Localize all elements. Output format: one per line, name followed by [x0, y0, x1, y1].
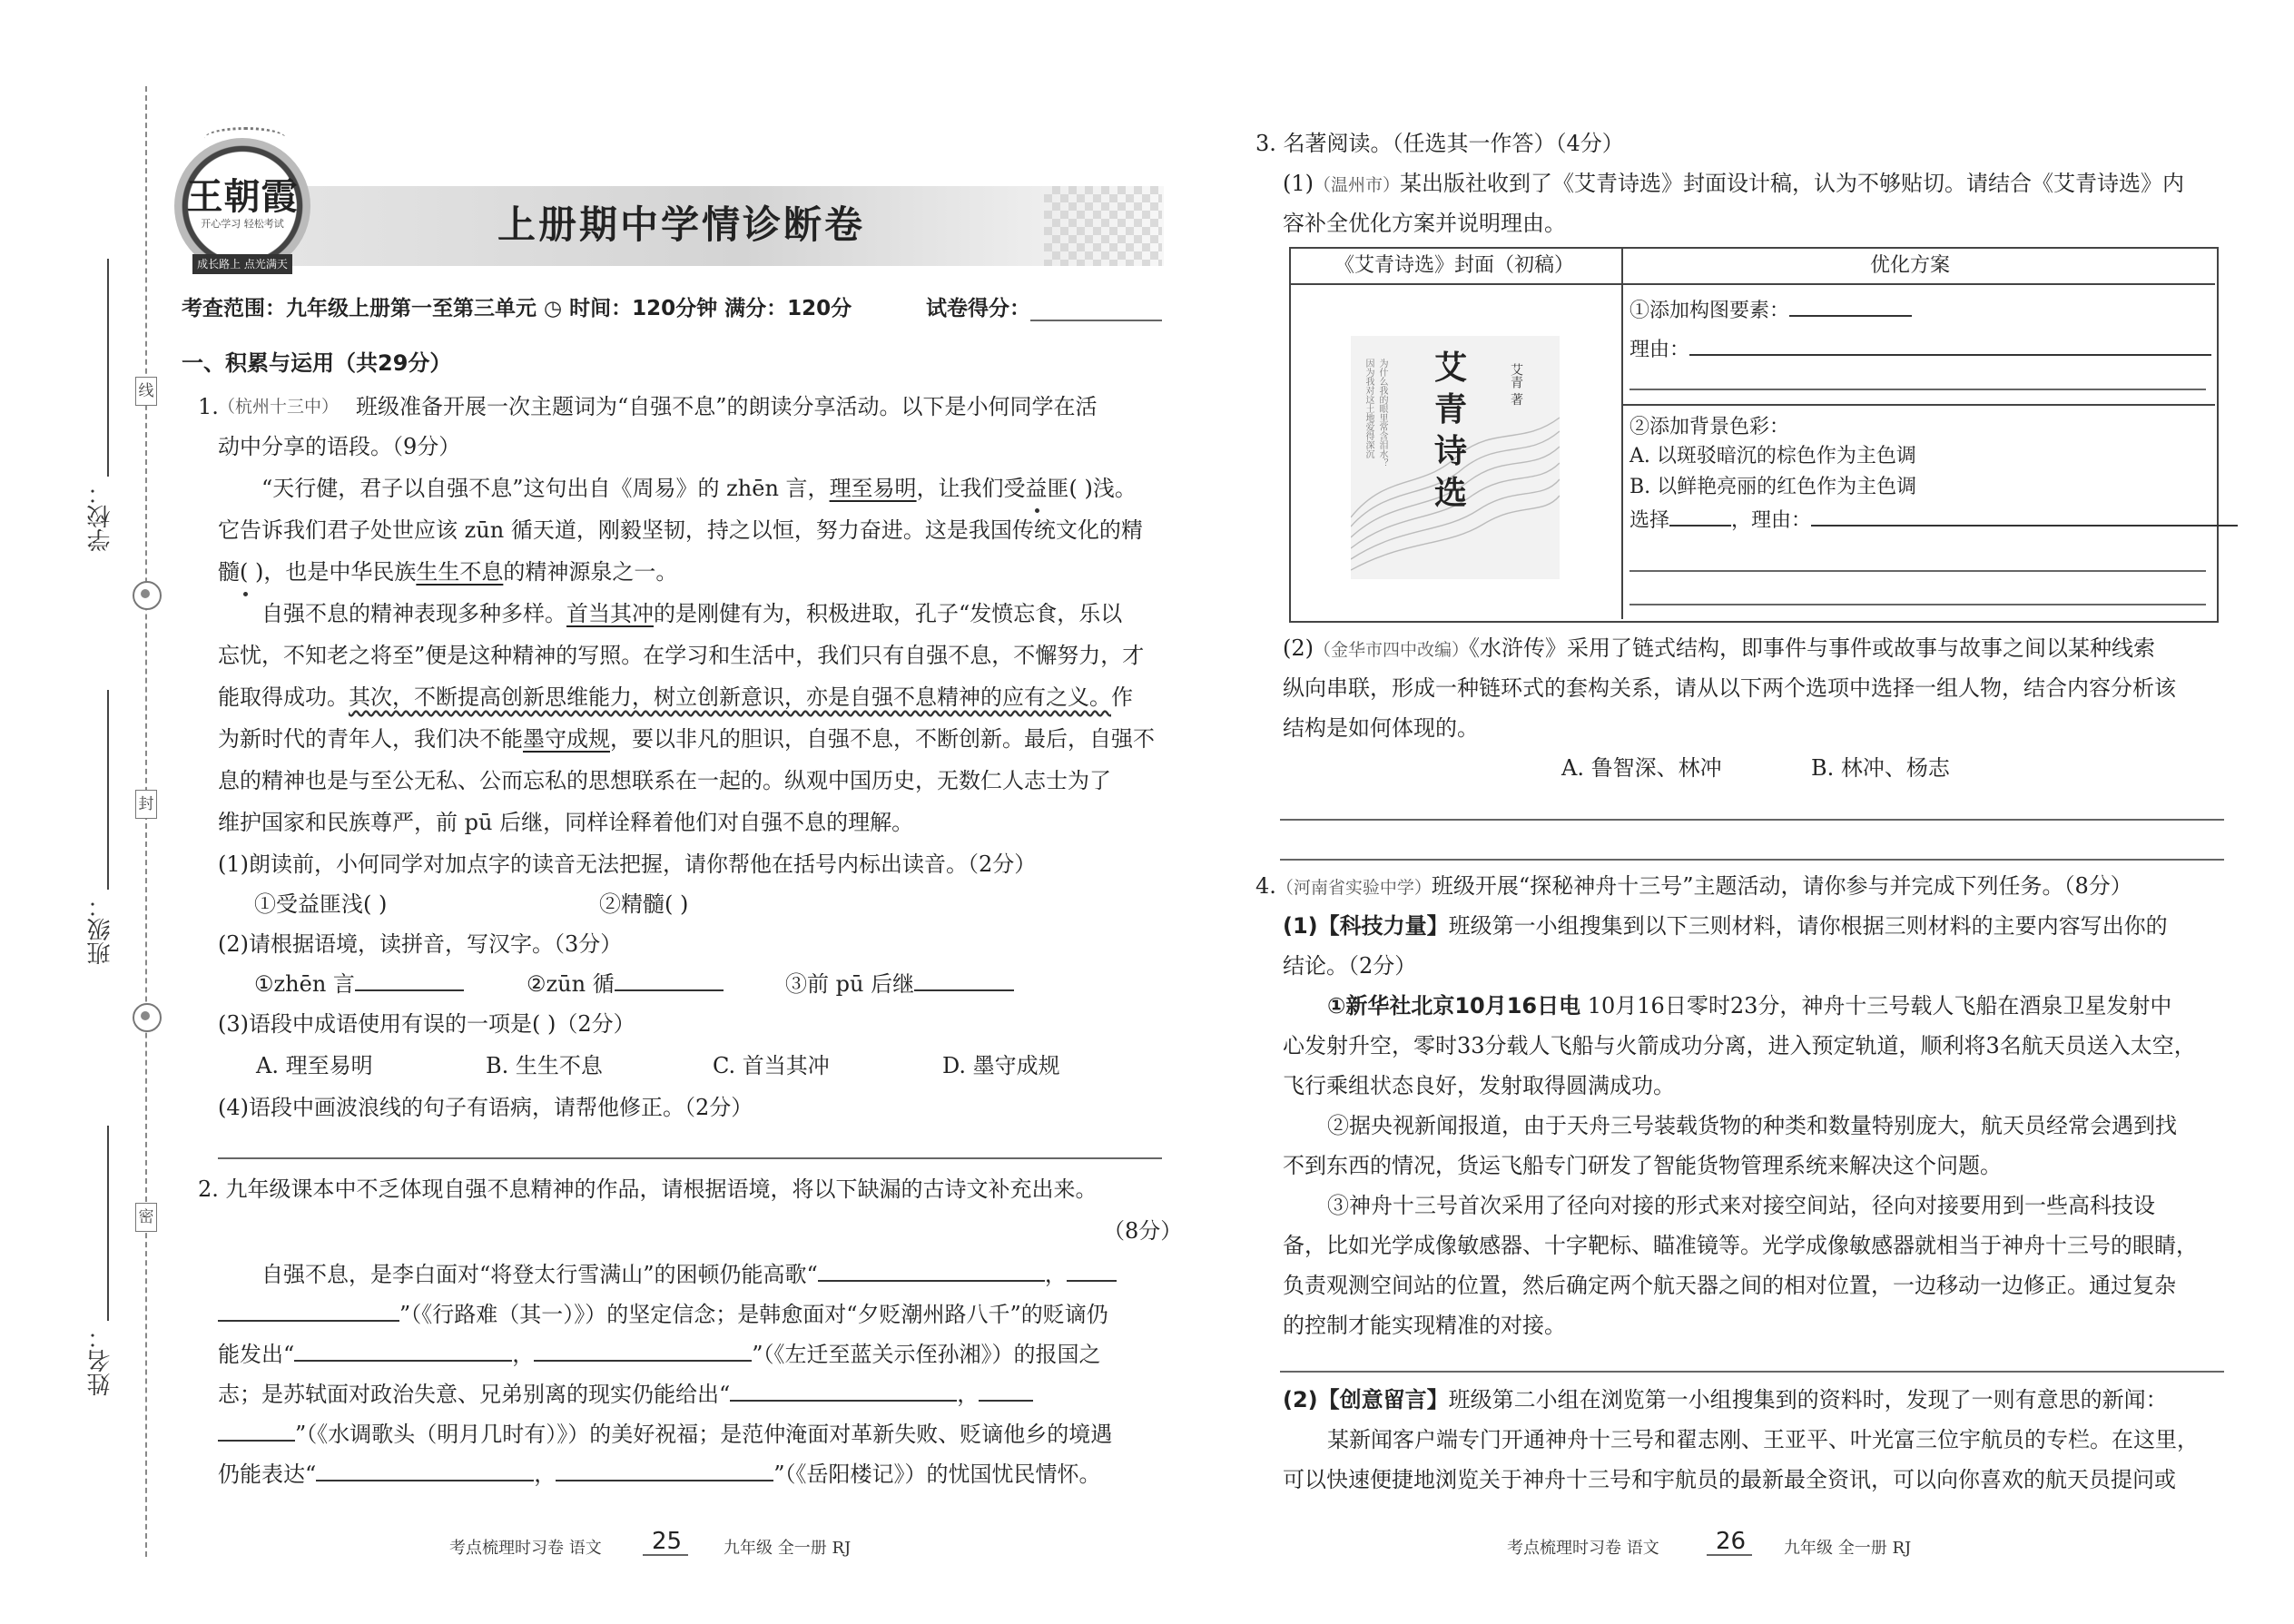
- q1-sub2: (2)请根据语境，读拼音，写汉字。（3分）: [218, 931, 623, 957]
- material-3-cont: 的控制才能实现精准的对接。: [1283, 1313, 1566, 1338]
- poem-line: ”（《水调歌头（明月几时有）》）的美好祝福；是范仲淹面对革新失败、贬谪他乡的境遇: [218, 1420, 1112, 1449]
- name-line: [107, 1126, 109, 1321]
- cover-title: 艾青诗选: [1433, 349, 1467, 512]
- passage-line: 髓( )，也是中华民族生生不息的精神源泉之一。: [218, 559, 678, 585]
- plan-option-b[interactable]: B. 以鲜艳亮丽的红色作为主色调: [1629, 476, 1917, 498]
- q3-sub1: (1)（温州市）某出版社收到了《艾青诗选》封面设计稿，认为不够贴切。请结合《艾青诗选》内: [1283, 171, 2185, 196]
- poem-blank[interactable]: [218, 1300, 399, 1322]
- brand-slogan: 开心学习 轻松考试: [201, 218, 284, 230]
- answer-line[interactable]: [1280, 1371, 2224, 1373]
- passage-line: 为新时代的青年人，我们决不能墨守成规，要以非凡的胆识，自强不息，不断创新。最后，自强不: [218, 726, 1155, 752]
- poem-blank[interactable]: [556, 1460, 773, 1481]
- passage-line: 能取得成功。其次，不断提高创新思维能力，树立创新意识，亦是自强不息精神的应有之义。作: [218, 684, 1133, 710]
- material-2: ②据央视新闻报道，由于天舟三号装载货物的种类和数量特别庞大，航天员经常会遇到找: [1327, 1113, 2177, 1138]
- passage-line: 忘忧，不知老之将至”便是这种精神的写照。在学习和生活中，我们只有自强不息，不懈努力，才: [218, 643, 1145, 668]
- cover-author: 艾青 著: [1509, 363, 1523, 406]
- option-b[interactable]: B. 林冲、杨志: [1811, 755, 1950, 781]
- answer-blank[interactable]: [914, 969, 1014, 991]
- plan-option-a[interactable]: A. 以斑驳暗沉的棕色作为主色调: [1629, 445, 1916, 468]
- q1-sub4: (4)语段中画波浪线的句子有语病，请帮他修正。（2分）: [218, 1095, 753, 1120]
- answer-blank[interactable]: [355, 969, 464, 991]
- binding-hole-icon: [133, 1003, 162, 1032]
- name-label: 姓名：: [87, 1325, 114, 1396]
- plan-item-1: ①添加构图要素：: [1629, 295, 1912, 325]
- score-blank[interactable]: [1030, 320, 1162, 321]
- q3-sub2-cont: 纵向串联，形成一种链环式的套构关系，请从以下两个选项中选择一组人物，结合内容分析该: [1283, 675, 2176, 701]
- table-header-cover: 《艾青诗选》封面（初稿）: [1334, 254, 1575, 277]
- answer-line[interactable]: [1629, 570, 2206, 572]
- page-number: 26: [1716, 1528, 1747, 1555]
- poem-line: 自强不息，是李白面对“将登太行雪满山”的困顿仍能高歌“ ，: [261, 1260, 1117, 1289]
- emphasis-dot: [243, 592, 248, 596]
- table-divider: [1621, 247, 1623, 619]
- material-3-cont: 负责观测空间站的位置，然后确定两个航天器之间的相对位置，一边移动一边修正。通过复杂: [1283, 1273, 2176, 1298]
- passage-line: 维护国家和民族尊严，前 pū 后继，同样诠释着他们对自强不息的理解。: [218, 810, 914, 835]
- binding-cut-line: [145, 86, 147, 1557]
- emphasis-dot: [1035, 508, 1039, 513]
- page-number: 25: [652, 1528, 683, 1555]
- option-d[interactable]: D. 墨守成规: [942, 1053, 1060, 1078]
- poem-blank[interactable]: [294, 1340, 512, 1362]
- passage-line: “天行健，君子以自强不息”这句出自《周易》的 zhēn 言，理至易明，让我们受益匪( )浅。: [261, 476, 1137, 501]
- material-1-cont: 飞行乘组状态良好，发射取得圆满成功。: [1283, 1073, 1675, 1098]
- q1-sub3: (3)语段中成语使用有误的一项是( )（2分）: [218, 1011, 635, 1037]
- answer-blank[interactable]: [1789, 295, 1912, 317]
- page-number-underline: [643, 1554, 688, 1556]
- plan-item-2: ②添加背景色彩：: [1629, 416, 1790, 438]
- passage-line: 自强不息的精神表现多种多样。首当其冲的是刚健有为，积极进取，孔子“发愤忘食，乐以: [261, 601, 1123, 626]
- q4-sub2: (2)【创意留言】班级第二小组在浏览第一小组搜集到的资料时，发现了一则有意思的新闻：: [1283, 1387, 2168, 1412]
- poem-line: 志；是苏轼面对政治失意、兄弟别离的现实仍能给出“ ，: [218, 1380, 1033, 1409]
- q1-sub2-c: ③前 pū 后继: [785, 969, 1014, 999]
- poem-blank[interactable]: [979, 1380, 1033, 1402]
- plan-reason-1: 理由：: [1629, 334, 2211, 364]
- poem-blank[interactable]: [730, 1380, 957, 1402]
- material-3-cont: 备，比如光学成像敏感器、十字靶标、瞄准镜等。光学成像敏感器就相当于神舟十三号的眼睛，: [1283, 1233, 2198, 1258]
- option-c[interactable]: C. 首当其冲: [713, 1053, 830, 1078]
- footer-grade: 九年级 全一册 RJ: [724, 1539, 852, 1558]
- option-a[interactable]: A. 理至易明: [256, 1053, 373, 1078]
- q3-sub2: (2)（金华市四中改编）《水浒传》采用了链式结构，即事件与事件或故事与故事之间以某种线索: [1283, 635, 2156, 661]
- q1-sub1-a[interactable]: ①受益匪浅( ): [254, 891, 388, 917]
- page-number-underline: [1707, 1554, 1752, 1556]
- material-1: ①新华社北京10月16日电 10月16日零时23分，神舟十三号载人飞船在酒泉卫星发射中: [1327, 993, 2172, 1019]
- idiom-4: 墨守成规: [523, 726, 610, 752]
- poem-blank[interactable]: [534, 1340, 752, 1362]
- idiom-3: 首当其冲: [566, 601, 654, 626]
- q1-number: 1.: [198, 394, 219, 419]
- answer-line[interactable]: [1629, 389, 2206, 390]
- q1-sub1-b[interactable]: ②精髓( ): [599, 891, 689, 917]
- brand-ribbon: 成长路上 点光满天: [192, 254, 292, 274]
- wavy-sentence: 其次，不断提高创新思维能力，树立创新意识，亦是自强不息精神的应有之义。: [349, 684, 1111, 710]
- answer-line[interactable]: [1280, 819, 2224, 821]
- exam-meta: 考查范围：九年级上册第一至第三单元 ◷ 时间：120分钟 满分：120分: [182, 297, 852, 320]
- q1-source: （杭州十三中）: [218, 397, 340, 417]
- material-1-cont: 心发射升空，零时33分载人飞船与火箭成功分离，进入预定轨道，顺利将3名航天员送入太空，: [1283, 1033, 2196, 1058]
- answer-blank[interactable]: [1669, 505, 1731, 527]
- page-title: 上册期中学情诊断卷: [497, 202, 866, 247]
- binding-hole-icon: [133, 581, 162, 610]
- q2-score: （8分）: [1103, 1218, 1183, 1244]
- option-a[interactable]: A. 鲁智深、林冲: [1561, 755, 1722, 781]
- q3-stem: 3. 名著阅读。（任选其一作答）（4分）: [1255, 131, 1624, 156]
- table-header-plan: 优化方案: [1870, 254, 1951, 277]
- q4-sub1-cont: 结论。（2分）: [1283, 953, 1417, 979]
- answer-line[interactable]: [1629, 604, 2206, 605]
- score-label: 试卷得分：: [926, 297, 1030, 320]
- q3-sub2-cont: 结构是如何体现的。: [1283, 715, 1479, 741]
- class-label: 班级：: [87, 894, 114, 965]
- poem-line: 能发出“ ， ”（《左迁至蓝关示侄孙湘》）的报国之: [218, 1342, 1101, 1367]
- banner-pattern: [1044, 186, 1162, 266]
- poem-line: 仍能表达“ ， ”（《岳阳楼记》）的忧国忧民情怀。: [218, 1462, 1101, 1487]
- answer-line[interactable]: [218, 1157, 1162, 1159]
- q1-sub2-b: ②zūn 循: [527, 969, 724, 999]
- school-label: 学校：: [87, 481, 114, 552]
- material-2-cont: 不到东西的情况，货运飞船专门研发了智能货物管理系统来解决这个问题。: [1283, 1153, 2002, 1178]
- q1-sub2-a: ①zhēn 言: [254, 969, 464, 999]
- q1-sub1: (1)朗读前，小何同学对加点字的读音无法把握，请你帮他在括号内标出读音。（2分）: [218, 851, 1037, 877]
- poem-blank[interactable]: [1067, 1260, 1117, 1282]
- answer-blank[interactable]: [1689, 334, 2211, 356]
- idiom-1: 理至易明: [829, 476, 917, 501]
- school-line: [107, 259, 109, 477]
- cover-quote: 为什么我的眼里常含泪水？因为我对这土地爱得深沉: [1364, 359, 1387, 468]
- q3-sub1-cont: 容补全优化方案并说明理由。: [1283, 211, 1566, 236]
- answer-blank[interactable]: [615, 969, 724, 991]
- answer-line[interactable]: [1280, 859, 2224, 861]
- q2-stem: 2. 九年级课本中不乏体现自强不息精神的作品，请根据语境，将以下缺漏的古诗文补充出来。: [198, 1176, 1098, 1202]
- seal-mark-close: 密: [135, 1203, 157, 1232]
- poem-blank[interactable]: [818, 1260, 1045, 1282]
- material-3: ③神舟十三号首次采用了径向对接的形式来对接空间站，径向对接要用到一些高科技设: [1327, 1193, 2155, 1218]
- option-b[interactable]: B. 生生不息: [486, 1053, 603, 1078]
- seal-mark-line: 线: [135, 377, 157, 406]
- q4-sub1: (1)【科技力量】班级第一小组搜集到以下三则材料，请你根据三则材料的主要内容写出你的: [1283, 913, 2168, 939]
- passage-line: 息的精神也是与至公无私、公而忘私的思想联系在一起的。纵观中国历史，无数仁人志士为了: [218, 768, 1111, 793]
- q1-stem-cont: 动中分享的语段。（9分）: [218, 434, 461, 459]
- news-text: 可以快速便捷地浏览关于神舟十三号和宇航员的最新最全资讯，可以向你喜欢的航天员提问或: [1283, 1467, 2176, 1492]
- passage-line: 它告诉我们君子处世应该 zūn 循天道，刚毅坚韧，持之以恒，努力奋进。这是我国传统文化的精: [218, 517, 1143, 543]
- poem-line: ”（《行路难（其一）》）的坚定信念；是韩愈面对“夕贬潮州路八千”的贬谪仍: [218, 1300, 1108, 1329]
- table-divider: [1289, 283, 2215, 285]
- brand-name: 王朝霞: [186, 175, 299, 218]
- news-text: 某新闻客户端专门开通神舟十三号和翟志刚、王亚平、叶光富三位宇航员的专栏。在这里，: [1327, 1427, 2199, 1452]
- class-line: [107, 690, 109, 890]
- plan-choice: 选择 ，理由：: [1629, 505, 2238, 535]
- footer-book: 考点梳理时习卷 语文: [449, 1539, 602, 1558]
- q4-stem: 4.（河南省实验中学）班级开展“探秘神舟十三号”主题活动，请你参与并完成下列任务。（8分）: [1255, 873, 2132, 899]
- idiom-2: 生生不息: [416, 559, 504, 585]
- seal-mark-seal: 封: [135, 790, 157, 819]
- section-heading: 一、积累与运用（共29分）: [182, 350, 452, 376]
- footer-book: 考点梳理时习卷 语文: [1507, 1539, 1659, 1558]
- poem-blank[interactable]: [316, 1460, 534, 1481]
- q1-stem: 班级准备开展一次主题词为“自强不息”的朗读分享活动。以下是小何同学在活: [356, 394, 1098, 419]
- poem-blank[interactable]: [218, 1420, 295, 1442]
- table-divider: [1621, 404, 2215, 406]
- footer-grade: 九年级 全一册 RJ: [1784, 1539, 1912, 1558]
- answer-blank[interactable]: [1811, 505, 2238, 527]
